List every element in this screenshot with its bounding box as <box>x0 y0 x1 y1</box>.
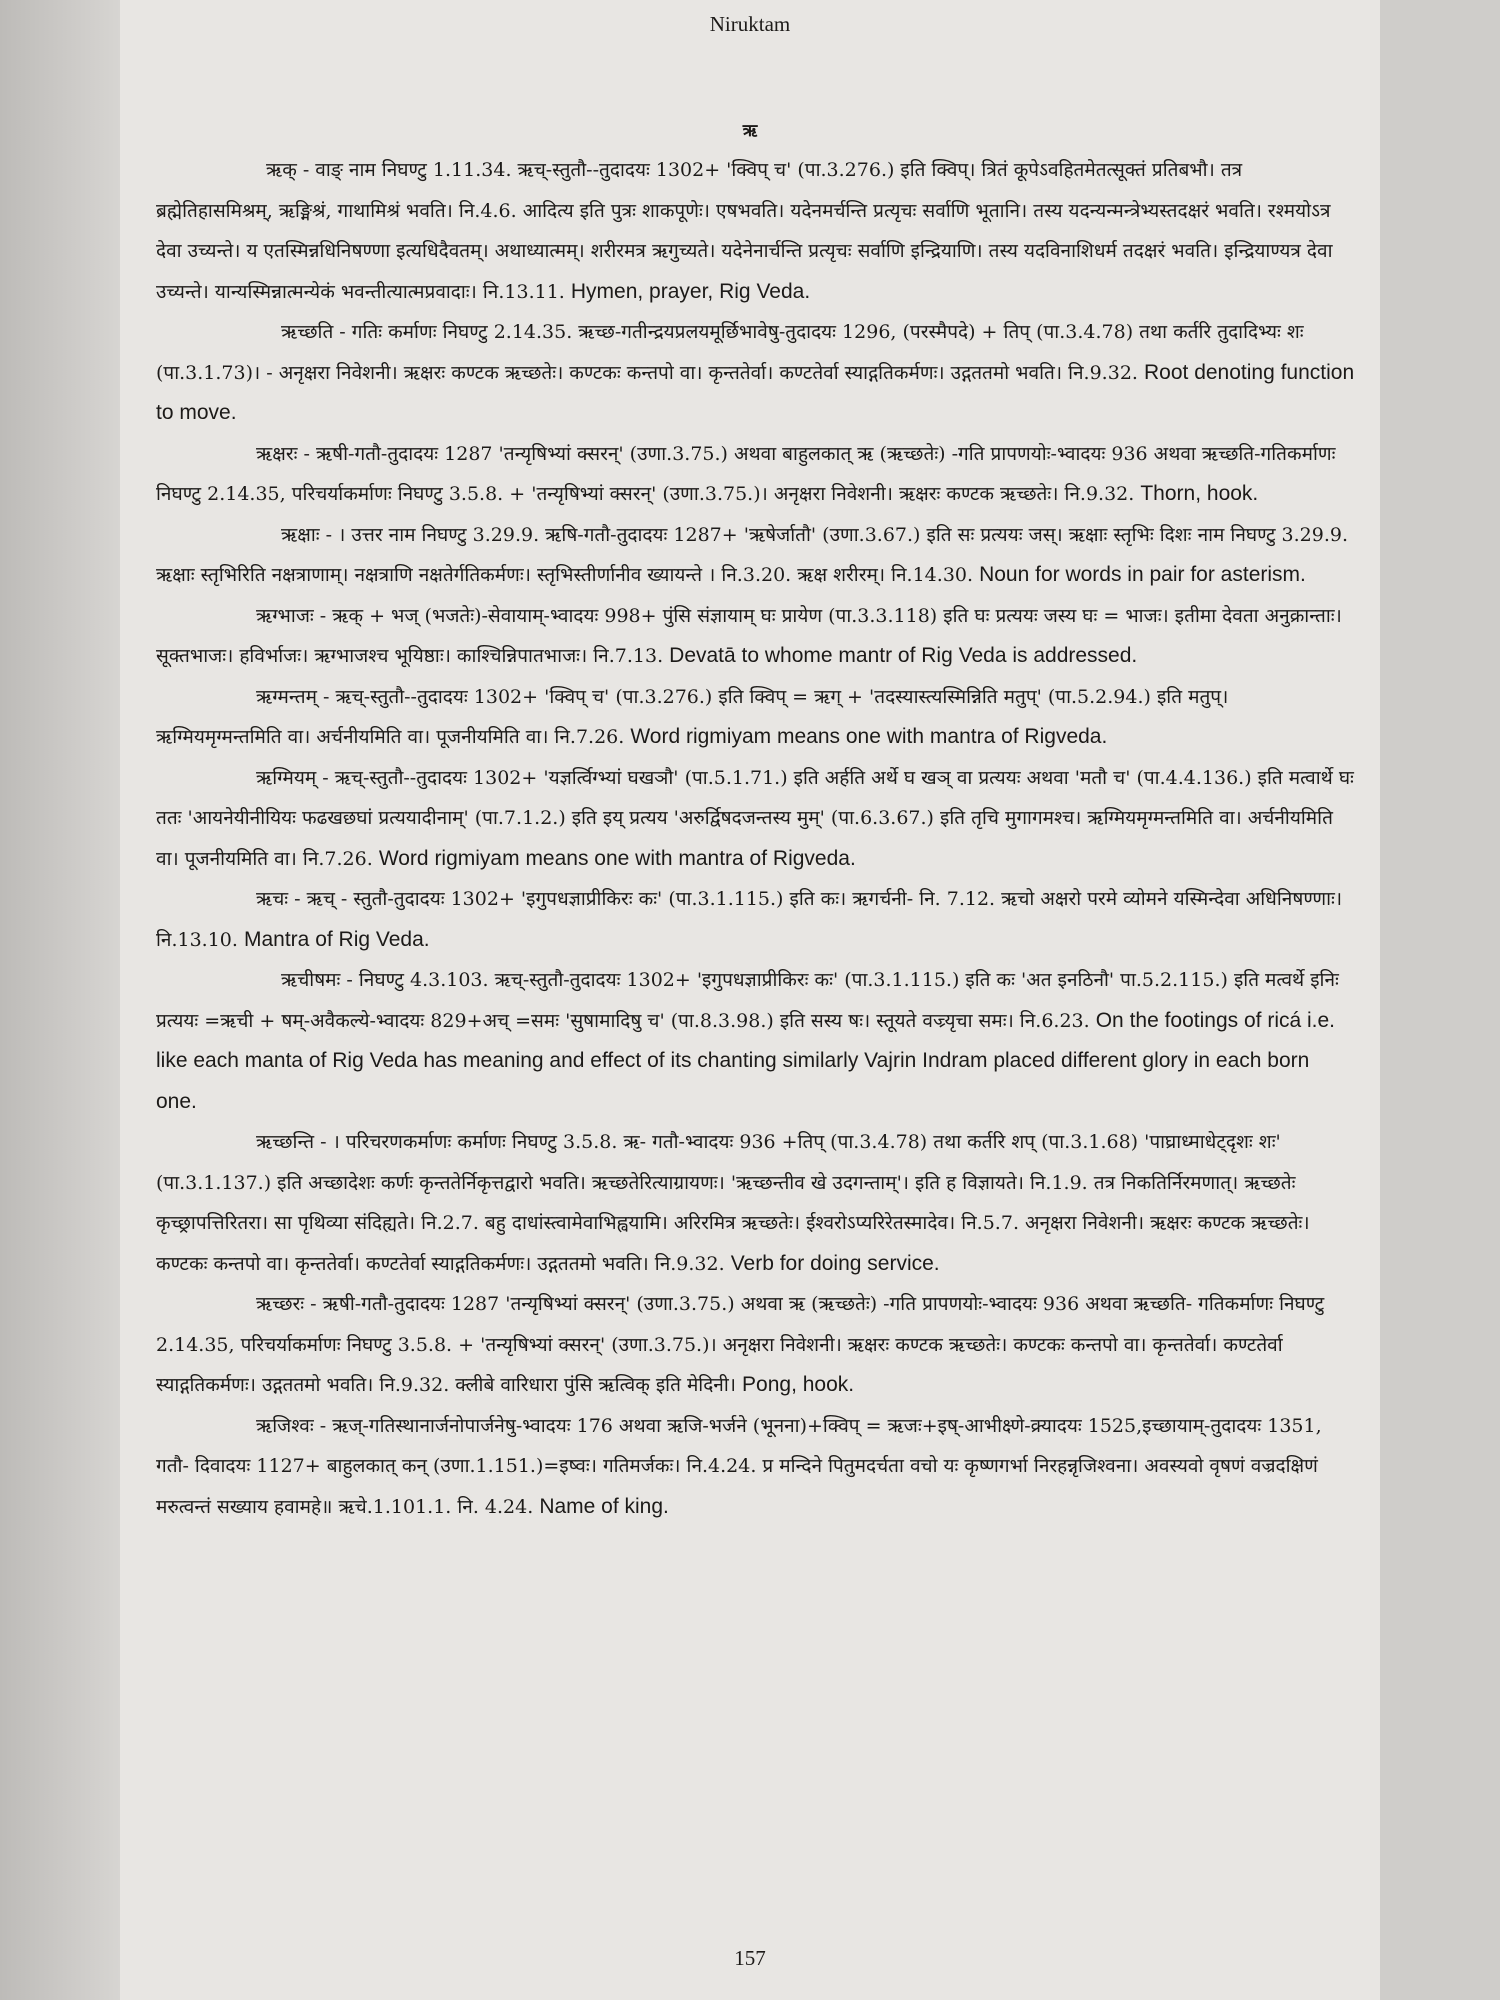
dictionary-entry <box>156 879 1356 960</box>
entry-sanskrit: ऋच्छरः - ऋषी-गतौ-तुदादयः 1287 'तन्यृषिभ्यां क्सरन्' (उणा.3.75.) अथवा ऋ (ऋच्छतेः) -गति प्रापणयोः-भ्वादयः 936 अथवा ऋच्छति- गतिकर्माणः निघण्टु 2.14.35, परिचर्याकर्माणः निघण्टु 3.5.8. + 'तन्यृषिभ्यां क्सरन्' (उणा.3.75.)। अनृक्षरा निवेशनी। ऋक्षरः कण्टक ऋच्छतेः। कण्टकः कन्तपो वा। कृन्ततेर्वा। कण्टतेर्वा स्याद्गतिकर्मणः। उद्गततमो भवति। नि.9.32. क्लीबे वारिधारा पुंसि ऋत्विक् इति मेदिनी। <box>156 1293 1325 1396</box>
entry-english: Root denoting function to move. <box>156 360 1355 424</box>
dictionary-entry <box>156 312 1356 434</box>
entry-sanskrit: ऋग्मन्तम् - ऋच्-स्तुतौ--तुदादयः 1302+ 'क्विप् च' (पा.3.276.) इति क्विप् = ऋग् + 'तदस्यास्त्यस्मिन्निति मतुप्' (पा.5.2.94.) इति मतुप्। ऋग्मियमृग्मन्तमिति वा। अर्चनीयमिति वा। पूजनीयमिति वा। नि.7.26. <box>156 685 1229 748</box>
book-gutter-shadow <box>0 0 120 2000</box>
section-letter: ऋ <box>742 121 758 141</box>
dictionary-entry <box>156 960 1356 1122</box>
entry-sanskrit: ऋचीषमः - निघण्टु 4.3.103. ऋच्-स्तुतौ-तुदादयः 1302+ 'इगुपधज्ञाप्रीकिरः कः' (पा.3.1.115.) इति कः 'अत इनठिनौ' पा.5.2.115.) इति मत्वर्थे इनिः प्रत्ययः =ऋची + षम्-अवैकल्ये-भ्वादयः 829+अच् =समः 'सुषामादिषु च' (पा.8.3.98.) इति सस्य षः। स्तूयते वज्र्यृचा समः। नि.6.23. <box>156 969 1339 1032</box>
entry-sanskrit: ऋग्मियम् - ऋच्-स्तुतौ--तुदादयः 1302+ 'यज्ञर्त्विग्भ्यां घखञौ' (पा.5.1.71.) इति अर्हति अर्थे घ खञ् वा प्रत्ययः अथवा 'मतौ च' (पा.4.4.136.) इति मत्वार्थे घः ततः 'आयनेयीनीयियः फढखछघां प्रत्ययादीनाम्' (पा.7.1.2.) इति इय् प्रत्यय 'अरुर्द्विषदजन्तस्य मुम्' (पा.6.3.67.) इति तृचि मुगागमश्च। ऋग्मियमृग्मन्तमिति वा। अर्चनीयमिति वा। पूजनीयमिति वा। नि.7.26. <box>156 766 1354 870</box>
entry-paragraph <box>156 515 1356 596</box>
entry-sanskrit: ऋच्छति - गतिः कर्माणः निघण्टु 2.14.35. ऋच्छ-गतीन्द्रयप्रलयमूर्छिभावेषु-तुदादयः 1296, (परस्मैपदे) + तिप् (पा.3.4.78) तथा कर्तरि तुदादिभ्यः शः (पा.3.1.73)। - अनृक्षरा निवेशनी। ऋक्षरः कण्टक ऋच्छतेः। कण्टकः कन्तपो वा। कृन्ततेर्वा। कण्टतेर्वा स्याद्गतिकर्मणः। उद्गततमो भवति। नि.9.32. <box>156 321 1304 384</box>
entry-paragraph <box>156 596 1356 677</box>
entry-sanskrit: ऋजिश्वः - ऋज्-गतिस्थानार्जनोपार्जनेषु-भ्वादयः 176 अथवा ऋजि-भर्जने (भूनना)+क्विप् = ऋजः+इष्-आभीक्ष्णे-क्र्यादयः 1525,इच्छायाम्-तुदादयः 1351, गतौ- दिवादयः 1127+ बाहुलकात् कन् (उणा.1.151.)=इष्वः। गतिमर्जकः। नि.4.24. प्र मन्दिने पितुमदर्चता वचो यः कृष्णगर्भा निरहन्नृजिश्वना। अवस्यवो वृषणं वज्रदक्षिणं मरुत्वन्तं सख्याय हवामहे॥ ऋचे.1.101.1. नि. 4.24. <box>156 1414 1322 1518</box>
entry-paragraph <box>156 758 1356 880</box>
entry-english: Thorn, hook. <box>1140 482 1259 505</box>
dictionary-entry <box>156 150 1356 312</box>
entry-english: Name of king. <box>539 1494 669 1518</box>
entry-english: Verb for doing service. <box>730 1251 940 1275</box>
entry-sanskrit: ऋचः - ऋच् - स्तुतौ-तुदादयः 1302+ 'इगुपधज्ञाप्रीकिरः कः' (पा.3.1.115.) इति कः। ऋगर्चनी- नि. 7.12. ऋचो अक्षरो परमे व्योमने यस्मिन्देवा अधिनिषण्णाः। नि.13.10. <box>156 888 1343 951</box>
entry-english: Noun for words in pair for asterism. <box>979 563 1306 586</box>
entry-paragraph <box>156 434 1356 515</box>
dictionary-entry <box>156 1122 1356 1284</box>
dictionary-entry <box>156 677 1356 758</box>
entry-paragraph <box>156 960 1356 1122</box>
dictionary-entry <box>156 434 1356 515</box>
entry-paragraph <box>156 677 1356 758</box>
entry-english: On the footings of ricá i.e. like each manta of Rig Veda has meaning and effect of its chanting similarly Vajrin Indram placed different glory in each born one. <box>156 1008 1336 1113</box>
dictionary-entry <box>156 515 1356 596</box>
entry-english: Word rigmiyam means one with mantra of Rigveda. <box>630 725 1108 748</box>
dictionary-entry <box>156 1406 1356 1528</box>
entry-paragraph <box>156 1122 1356 1284</box>
entry-english: Pong, hook. <box>742 1373 855 1396</box>
entry-english: Word rigmiyam means one with mantra of Rigveda. <box>378 846 856 870</box>
entry-paragraph <box>156 1406 1356 1528</box>
entry-sanskrit: ऋक्षाः - । उत्तर नाम निघण्टु 3.29.9. ऋषि-गतौ-तुदादयः 1287+ 'ऋषेर्जातौ' (उणा.3.67.) इति सः प्रत्ययः जस्। ऋक्षाः स्तृभिः दिशः नाम निघण्टु 3.29.9. ऋक्षाः स्तृभिरिति नक्षत्राणाम्। नक्षत्राणि नक्षतेर्गतिकर्मणः। स्तृभिस्तीर्णानीव ख्यायन्ते । नि.3.20. ऋक्ष शरीरम्। नि.14.30. <box>156 523 1349 586</box>
entry-english: Hymen, prayer, Rig Veda. <box>570 279 811 303</box>
entry-paragraph <box>156 312 1356 434</box>
entry-paragraph <box>156 879 1356 960</box>
dictionary-entry <box>156 758 1356 880</box>
book-page <box>120 0 1380 2000</box>
dictionary-entry <box>156 596 1356 677</box>
entry-paragraph <box>156 150 1356 312</box>
entry-sanskrit: ऋक्षरः - ऋषी-गतौ-तुदादयः 1287 'तन्यृषिभ्यां क्सरन्' (उणा.3.75.) अथवा बाहुलकात् ऋ (ऋच्छतेः) -गति प्रापणयोः-भ्वादयः 936 अथवा ऋच्छति-गतिकर्माणः निघण्टु 2.14.35, परिचर्याकर्माणः निघण्टु 3.5.8. + 'तन्यृषिभ्यां क्सरन्' (उणा.3.75.)। अनृक्षरा निवेशनी। ऋक्षरः कण्टक ऋच्छतेः। नि.9.32. <box>156 442 1336 505</box>
entry-english: Mantra of Rig Veda. <box>244 927 430 951</box>
dictionary-entry <box>156 1284 1356 1406</box>
entry-sanskrit: ऋक् - वाङ् नाम निघण्टु 1.11.34. ऋच्-स्तुतौ--तुदादयः 1302+ 'क्विप् च' (पा.3.276.) इति क्विप्। त्रितं कूपेऽवहितमेतत्सूक्तं प्रतिबभौ। तत्र ब्रह्मेतिहासमिश्रम्, ऋङ्मिश्रं, गाथामिश्रं भवति। नि.4.6. आदित्य इति पुत्रः शाकपूणेः। एषभवति। यदेनमर्चन्ति प्रत्यृचः सर्वाणि भूतानि। तस्य यदन्यन्मन्त्रेभ्यस्तदक्षरं भवति। रश्मयोऽत्र देवा उच्यन्ते। य एतस्मिन्नधिनिषण्णा इत्यधिदैवतम्। अथाध्यात्मम्। शरीरमत्र ऋगुच्यते। यदेनेनार्चन्ति प्रत्यृचः सर्वाणि इन्द्रियाणि। तस्य यदविनाशिधर्म तदक्षरं भवति। इन्द्रियाण्यत्र देवा उच्यन्ते। यान्यस्मिन्नात्मन्येकं भवन्तीत्यात्मप्रवादाः। नि.13.11. <box>156 159 1333 303</box>
page-body <box>156 150 1356 1527</box>
page-number: 157 <box>734 1946 766 1970</box>
entry-english: Devatā to whome mantr of Rig Veda is addressed. <box>669 644 1138 667</box>
entry-paragraph <box>156 1284 1356 1406</box>
entry-sanskrit: ऋच्छन्ति - । परिचरणकर्माणः कर्माणः निघण्टु 3.5.8. ऋ- गतौ-भ्वादयः 936 +तिप् (पा.3.4.78) तथा कर्तरि शप् (पा.3.1.68) 'पाघ्राध्माधेट्दृशः शः' (पा.3.1.137.) इति अच्छादेशः कर्णः कृन्ततेर्निकृत्तद्वारो भवति। ऋच्छतेरित्याग्रायणः। 'ऋच्छन्तीव खे उदगन्ताम्'। इति ह विज्ञायते। नि.1.9. तत्र निकतिर्निरमणात्। ऋच्छतेः कृच्छ्रापत्तिरितरा। सा पृथिव्या संदिह्यते। नि.2.7. बहु दाधांस्त्वामेवाभिह्वयामि। अरिरमित्र ऋच्छतेः। ईश्वरोऽप्यरिरेतस्मादेव। नि.5.7. अनृक्षरा निवेशनी। ऋक्षरः कण्टक ऋच्छतेः। कण्टकः कन्तपो वा। कृन्ततेर्वा। कण्टतेर्वा स्याद्गतिकर्मणः। उद्गततमो भवति। नि.9.32. <box>156 1131 1310 1275</box>
entry-sanskrit: ऋग्भाजः - ऋक् + भज् (भजतेः)-सेवायाम्-भ्वादयः 998+ पुंसि संज्ञायाम् घः प्रायेण (पा.3.3.118) इति घः प्रत्ययः जस्य घः = भाजः। इतीमा देवता अनुक्रान्ताः। सूक्तभाजः। हविर्भाजः। ऋग्भाजश्च भूयिष्ठाः। काश्चिन्निपातभाजः। नि.7.13. <box>156 604 1342 667</box>
running-head: Niruktam <box>709 12 791 36</box>
